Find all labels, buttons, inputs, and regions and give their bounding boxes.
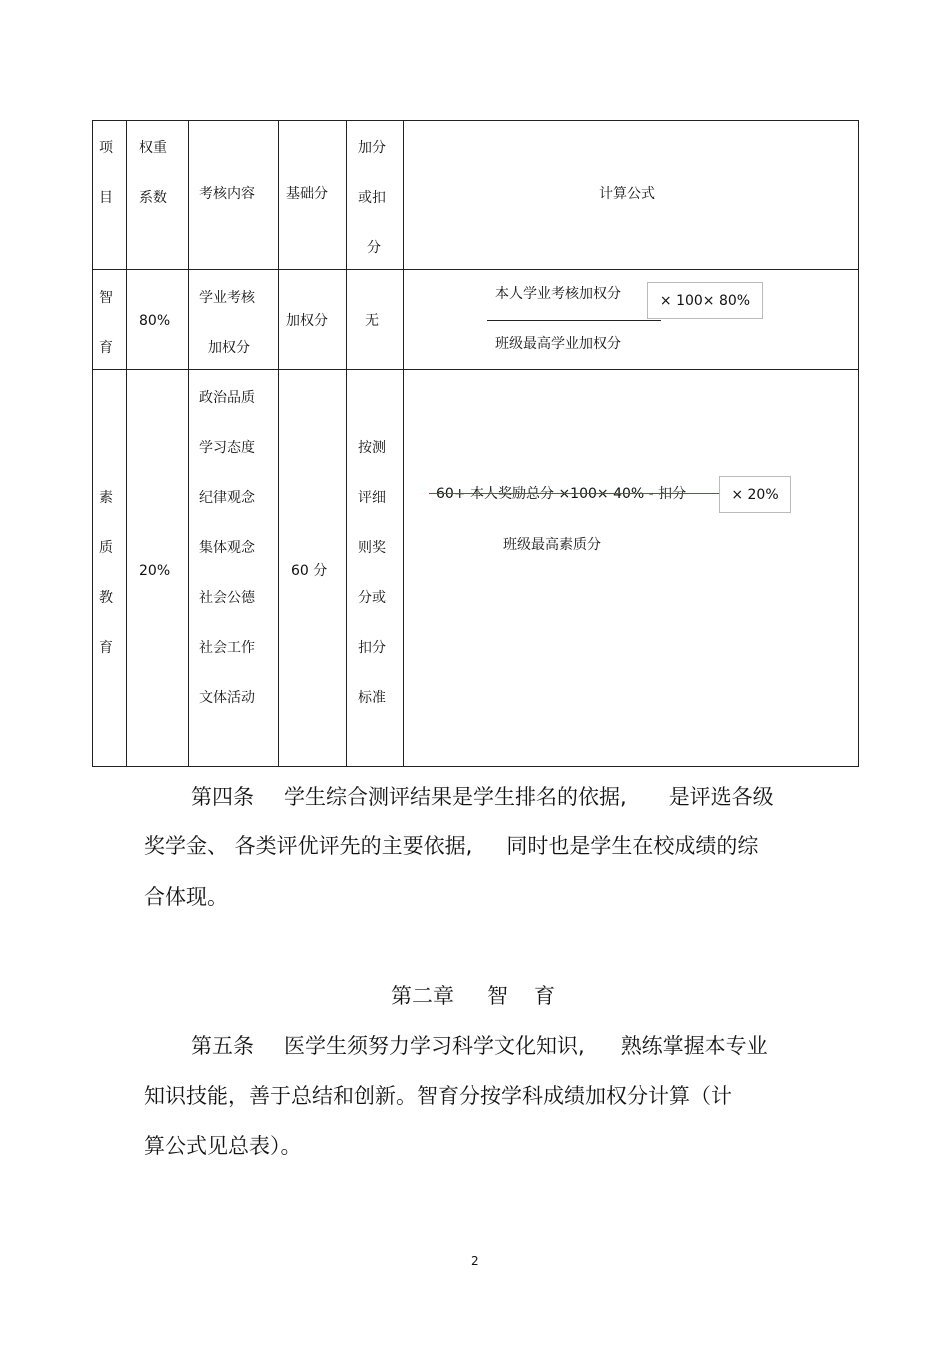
chapter-number: 第二章 xyxy=(391,984,454,1008)
article-4-text: 学生综合测评结果是学生排名的依据, xyxy=(284,785,627,809)
suzhi-base: 60 分 xyxy=(291,563,328,579)
suzhi-content-line: 政治品质 xyxy=(199,390,255,406)
col-divider xyxy=(278,121,279,766)
header-item-char: 项 xyxy=(99,140,113,156)
article-5-line-3: 算公式见总表）。 xyxy=(144,1134,302,1158)
suzhi-addsub-line: 分或 xyxy=(358,590,386,606)
suzhi-formula-multiplier: × 20% xyxy=(719,476,791,513)
header-weight-line: 权重 xyxy=(139,140,167,156)
suzhi-addsub-line: 扣分 xyxy=(358,640,386,656)
article-5-line-1 xyxy=(191,1036,768,1057)
suzhi-content-line: 学习态度 xyxy=(199,440,255,456)
col-divider xyxy=(346,121,347,766)
suzhi-content-line: 集体观念 xyxy=(199,540,255,556)
zhiyu-weight: 80% xyxy=(139,313,171,329)
header-base: 基础分 xyxy=(286,186,328,202)
header-item-char: 目 xyxy=(99,190,113,206)
suzhi-addsub-line: 评细 xyxy=(358,490,386,506)
article-5-line-2: 知识技能，善于总结和创新。智育分按学科成绩加权分计算（计 xyxy=(144,1084,732,1108)
article-4-line-2 xyxy=(144,836,758,857)
header-addsub-line: 加分 xyxy=(358,140,386,156)
col-divider xyxy=(403,121,404,766)
chapter-title: 育 xyxy=(534,984,555,1008)
article-4-text: 奖学金、 各类评优评先的主要依据, xyxy=(144,834,473,858)
suzhi-content-line: 纪律观念 xyxy=(199,490,255,506)
zhiyu-formula-numerator: 本人学业考核加权分 xyxy=(495,286,621,302)
col-divider xyxy=(126,121,127,766)
header-formula: 计算公式 xyxy=(599,186,655,202)
page-number: 2 xyxy=(471,1254,479,1268)
suzhi-addsub-line: 则奖 xyxy=(358,540,386,556)
suzhi-item-char: 素 xyxy=(99,490,113,506)
assessment-table xyxy=(92,120,859,767)
suzhi-item-char: 育 xyxy=(99,640,113,656)
article-4-text: 是评选各级 xyxy=(668,785,774,809)
strike-through-line xyxy=(429,493,719,494)
article-5-text: 熟练掌握本专业 xyxy=(620,1034,768,1058)
col-divider xyxy=(188,121,189,766)
row-divider xyxy=(93,269,858,270)
chapter-title: 智 xyxy=(487,984,508,1008)
zhiyu-formula-denominator: 班级最高学业加权分 xyxy=(495,336,621,352)
suzhi-item-char: 质 xyxy=(99,540,113,556)
article-5-text: 医学生须努力学习科学文化知识, xyxy=(284,1034,585,1058)
header-addsub-line: 分 xyxy=(367,240,381,256)
zhiyu-item-char: 智 xyxy=(99,290,113,306)
chapter-heading xyxy=(391,986,555,1007)
suzhi-content-line: 社会工作 xyxy=(199,640,255,656)
suzhi-formula-numerator: 60+ 本人奖励总分 ×100× 40% - 扣分 xyxy=(436,486,687,502)
header-content: 考核内容 xyxy=(199,186,255,202)
row-divider xyxy=(93,369,858,370)
zhiyu-content-line: 学业考核 xyxy=(199,290,255,306)
suzhi-formula-denominator: 班级最高素质分 xyxy=(503,537,601,553)
article-4-line-3: 合体现。 xyxy=(144,885,228,909)
header-weight-line: 系数 xyxy=(139,190,167,206)
article-4-label: 第四条 xyxy=(191,785,254,809)
article-5-label: 第五条 xyxy=(191,1034,254,1058)
zhiyu-formula-multiplier: × 100× 80% xyxy=(647,282,763,319)
suzhi-addsub-line: 标准 xyxy=(358,690,386,706)
suzhi-weight: 20% xyxy=(139,563,171,579)
article-4-text: 同时也是学生在校成绩的综 xyxy=(506,834,759,858)
zhiyu-addsub: 无 xyxy=(365,313,379,329)
zhiyu-base: 加权分 xyxy=(286,313,328,329)
header-addsub-line: 或扣 xyxy=(358,190,386,206)
zhiyu-content-line: 加权分 xyxy=(208,340,250,356)
fraction-bar xyxy=(487,320,661,321)
suzhi-item-char: 教 xyxy=(99,590,113,606)
suzhi-addsub-line: 按测 xyxy=(358,440,386,456)
zhiyu-item-char: 育 xyxy=(99,340,113,356)
suzhi-content-line: 社会公德 xyxy=(199,590,255,606)
suzhi-content-line: 文体活动 xyxy=(199,690,255,706)
article-4-line-1 xyxy=(191,787,774,808)
